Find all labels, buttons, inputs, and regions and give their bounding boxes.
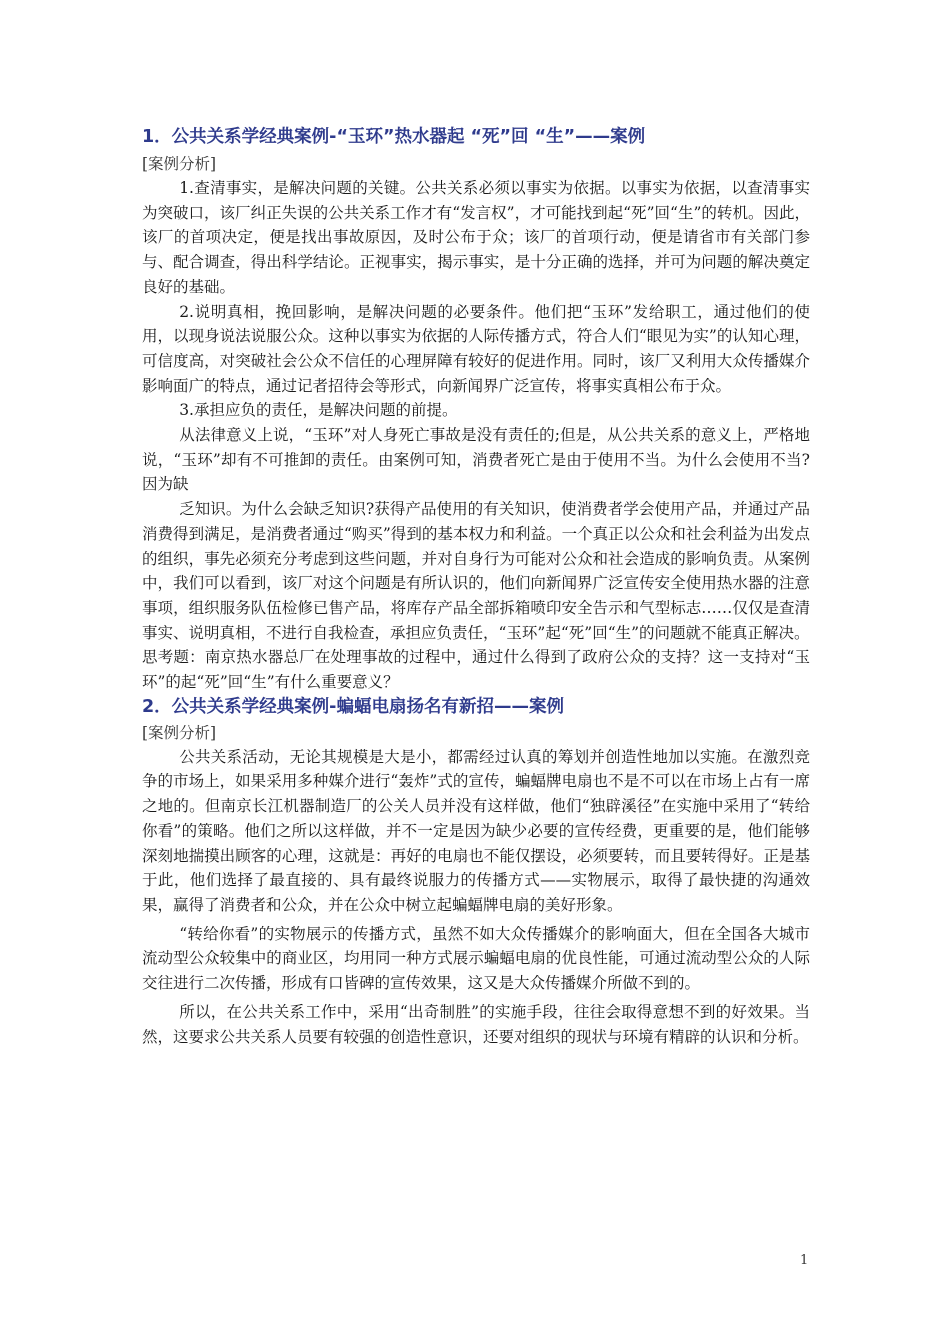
- section-1-paragraph-4: 从法律意义上说，“玉环”对人身死亡事故是没有责任的;但是，从公共关系的意义上，严格地说，“玉环”却有不可推卸的责任。由案例可知，消费者死亡是由于使用不当。为什么会使用不当?因为缺: [142, 426, 810, 494]
- section-1-title: 1．公共关系学经典案例-“玉环”热水器起 “死”回 “生”——案例: [142, 127, 646, 147]
- section-2-title: 2．公共关系学经典案例-蝙蝠电扇扬名有新招——案例: [142, 696, 564, 717]
- section-1-paragraph-3: 3.承担应负的责任，是解决问题的前提。: [179, 401, 458, 420]
- section-2-tag: [案例分析]: [142, 723, 217, 742]
- page-content: [142, 124, 810, 1049]
- page-number: 1: [800, 1253, 809, 1268]
- section-1-paragraph-1: 1.查清事实，是解决问题的关键。公共关系必须以事实为依据。以事实为依据，以查清事实为突破口，该厂纠正失误的公共关系工作才有“发言权”，才可能找到起“死”回“生”的转机。因此，该厂的首项决定，便是找出事故原因，及时公布于众；该厂的首项行动，便是请省市有关部门参与、配合调查，得出科学结论。正视事实，揭示事实，是十分正确的选择，并可为问题的解决奠定良好的基础。: [142, 179, 810, 296]
- section-1-paragraph-2: 2.说明真相，挽回影响，是解决问题的必要条件。他们把“玉环”发给职工，通过他们的使用，以现身说法说服公众。这种以事实为依据的人际传播方式，符合人们“眼见为实”的认知心理，可信度高，对突破社会公众不信任的心理屏障有较好的促进作用。同时，该厂又利用大众传播媒介影响面广的特点，通过记者招待会等形式，向新闻界广泛宣传，将事实真相公布于众。: [142, 302, 810, 395]
- section-2-paragraph-2: “转给你看”的实物展示的传播方式，虽然不如大众传播媒介的影响面大，但在全国各大城市流动型公众较集中的商业区，均用同一种方式展示蝙蝠电扇的优良性能，可通过流动型公众的人际交往进行二次传播，形成有口皆碑的宣传效果，这又是大众传播媒介所做不到的。: [142, 924, 810, 993]
- section-2-paragraph-3: 所以，在公共关系工作中，采用“出奇制胜”的实施手段，往往会取得意想不到的好效果。当然，这要求公共关系人员要有较强的创造性意识，还要对组织的现状与环境有精辟的认识和分析。: [142, 1002, 810, 1046]
- section-2-paragraph-1: 公共关系活动，无论其规模是大是小，都需经过认真的筹划并创造性地加以实施。在激烈竞争的市场上，如果采用多种媒介进行“轰炸”式的宣传，蝙蝠牌电扇也不是不可以在市场上占有一席之地的。但南京长江机器制造厂的公关人员并没有这样做，他们“独辟溪径”在实施中采用了“转给你看”的策略。他们之所以这样做，并不一定是因为缺少必要的宣传经费，更重要的是，他们能够深刻地揣摸出顾客的心理，这就是：再好的电扇也不能仅摆设，必须要转，而且要转得好。正是基于此，他们选择了最直接的、具有最终说服力的传播方式——实物展示，取得了最快捷的沟通效果，赢得了消费者和公众，并在公众中树立起蝙蝠牌电扇的美好形象。: [142, 747, 810, 914]
- section-1-tag: [案例分析]: [142, 155, 217, 173]
- section-1-question: 思考题：南京热水器总厂在处理事故的过程中，通过什么得到了政府公众的支持？这一支持对“玉环”的起“死”回“生”有什么重要意义？: [142, 648, 810, 692]
- section-1-paragraph-5: 乏知识。为什么会缺乏知识?获得产品使用的有关知识，使消费者学会使用产品，并通过产品消费得到满足，是消费者通过“购买”得到的基本权力和利益。一个真正以公众和社会利益为出发点的组织，事先必须充分考虑到这些问题，并对自身行为可能对公众和社会造成的影响负责。从案例中，我们可以看到，该厂对这个问题是有所认识的，他们向新闻界广泛宣传安全使用热水器的注意事项，组织服务队伍检修已售产品，将库存产品全部拆箱喷印安全告示和气型标志……仅仅是查清事实、说明真相，不进行自我检查，承担应负责任，“玉环”起“死”回“生”的问题就不能真正解决。: [142, 500, 810, 642]
